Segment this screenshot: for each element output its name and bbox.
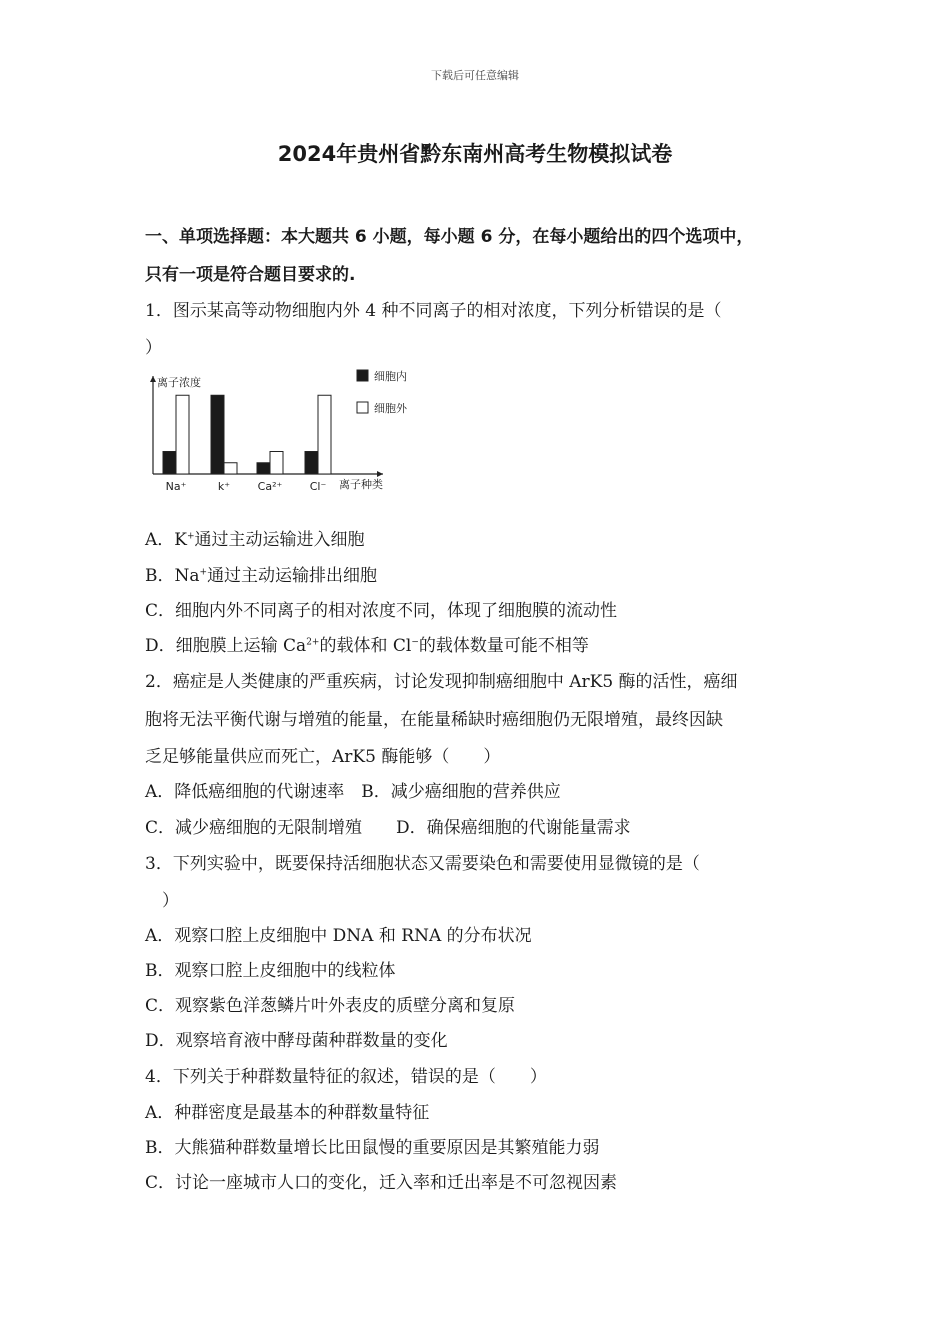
legend-label: 细胞内: [374, 370, 407, 383]
tick-label: Cl⁻: [309, 480, 327, 493]
q2-stem-line2: 胞将无法平衡代谢与增殖的能量，在能量稀缺时癌细胞仍无限增殖，最终因缺: [145, 710, 723, 730]
page-title: 2024年贵州省黔东南州高考生物模拟试卷: [277, 142, 673, 166]
q1-option-d: [145, 631, 589, 656]
q1-stem-line1: 1．图示某高等动物细胞内外 4 种不同离子的相对浓度，下列分析错误的是（: [145, 301, 722, 321]
q3-option-d: D．观察培育液中酵母菌种群数量的变化: [145, 1031, 448, 1051]
q4-option-c: C．讨论一座城市人口的变化，迁入率和迁出率是不可忽视因素: [145, 1173, 618, 1193]
x-axis-arrow: [377, 471, 383, 477]
q1-option-a: [145, 525, 365, 550]
legend-label: 细胞外: [374, 402, 407, 415]
bar: [224, 463, 237, 474]
q1-option-b-sup: +: [199, 567, 208, 578]
q3-stem-line1: 3．下列实验中，既要保持活细胞状态又需要染色和需要使用显微镜的是（: [145, 854, 700, 874]
section-heading-line1: 一、单项选择题：本大题共 6 小题，每小题 6 分，在每小题给出的四个选项中，: [145, 227, 754, 247]
q1-stem-line2: ）: [145, 338, 162, 358]
q1-option-c: C．细胞内外不同离子的相对浓度不同，体现了细胞膜的流动性: [145, 601, 618, 621]
page-header: 下载后可任意编辑: [431, 69, 519, 82]
q1-option-d-text: 的载体数量可能不相等: [418, 636, 589, 656]
legend-swatch: [357, 370, 368, 381]
q1-option-d-sup: 2+: [306, 637, 320, 648]
q1-option-b-text: 通过主动运输排出细胞: [207, 566, 378, 586]
bar: [211, 395, 224, 474]
q3-option-b: B．观察口腔上皮细胞中的线粒体: [145, 961, 396, 981]
q1-option-a-text: 通过主动运输进入细胞: [194, 530, 365, 550]
bar: [305, 452, 318, 475]
q2-stem-line1: 2．癌症是人类健康的严重疾病，讨论发现抑制癌细胞中 ArK5 酶的活性，癌细: [145, 672, 738, 692]
q1-option-d-sup2: −: [411, 637, 419, 648]
bar: [176, 395, 189, 474]
q4-stem: 4．下列关于种群数量特征的叙述，错误的是（ ）: [145, 1067, 547, 1087]
legend-swatch: [357, 402, 368, 413]
q3-stem-line2: ）: [162, 891, 179, 911]
q1-option-a-prefix: A．K: [145, 530, 187, 550]
q4-option-a: A．种群密度是最基本的种群数量特征: [145, 1103, 430, 1123]
bar: [257, 463, 270, 474]
ion-concentration-chart: [145, 364, 420, 494]
q3-option-a: A．观察口腔上皮细胞中 DNA 和 RNA 的分布状况: [145, 926, 532, 946]
tick-label: Ca²⁺: [257, 480, 283, 493]
q1-option-b: [145, 561, 377, 586]
bar: [318, 395, 331, 474]
section-heading-line2: 只有一项是符合题目要求的.: [145, 265, 356, 285]
q2-options-ab: A．降低癌细胞的代谢速率 B．减少癌细胞的营养供应: [145, 782, 561, 802]
q1-option-a-sup: +: [186, 531, 195, 542]
q1-option-d-mid: 的载体和 Cl: [319, 636, 412, 656]
bar: [163, 452, 176, 475]
q2-stem-line3: 乏足够能量供应而死亡，ArK5 酶能够（ ）: [145, 747, 501, 767]
q2-options-cd: C．减少癌细胞的无限制增殖 D．确保癌细胞的代谢能量需求: [145, 818, 631, 838]
bar: [270, 452, 283, 475]
y-axis-label: 离子浓度: [157, 376, 201, 389]
q3-option-c: C．观察紫色洋葱鳞片叶外表皮的质壁分离和复原: [145, 996, 516, 1016]
tick-label: k⁺: [217, 480, 231, 493]
q4-option-b: B．大熊猫种群数量增长比田鼠慢的重要原因是其繁殖能力弱: [145, 1138, 600, 1158]
y-axis-arrow: [150, 376, 156, 382]
q1-option-d-prefix: D．细胞膜上运输 Ca: [145, 636, 307, 656]
q1-option-b-prefix: B．Na: [145, 566, 200, 586]
tick-label: Na⁺: [165, 480, 187, 493]
x-axis-label: 离子种类: [339, 478, 383, 491]
